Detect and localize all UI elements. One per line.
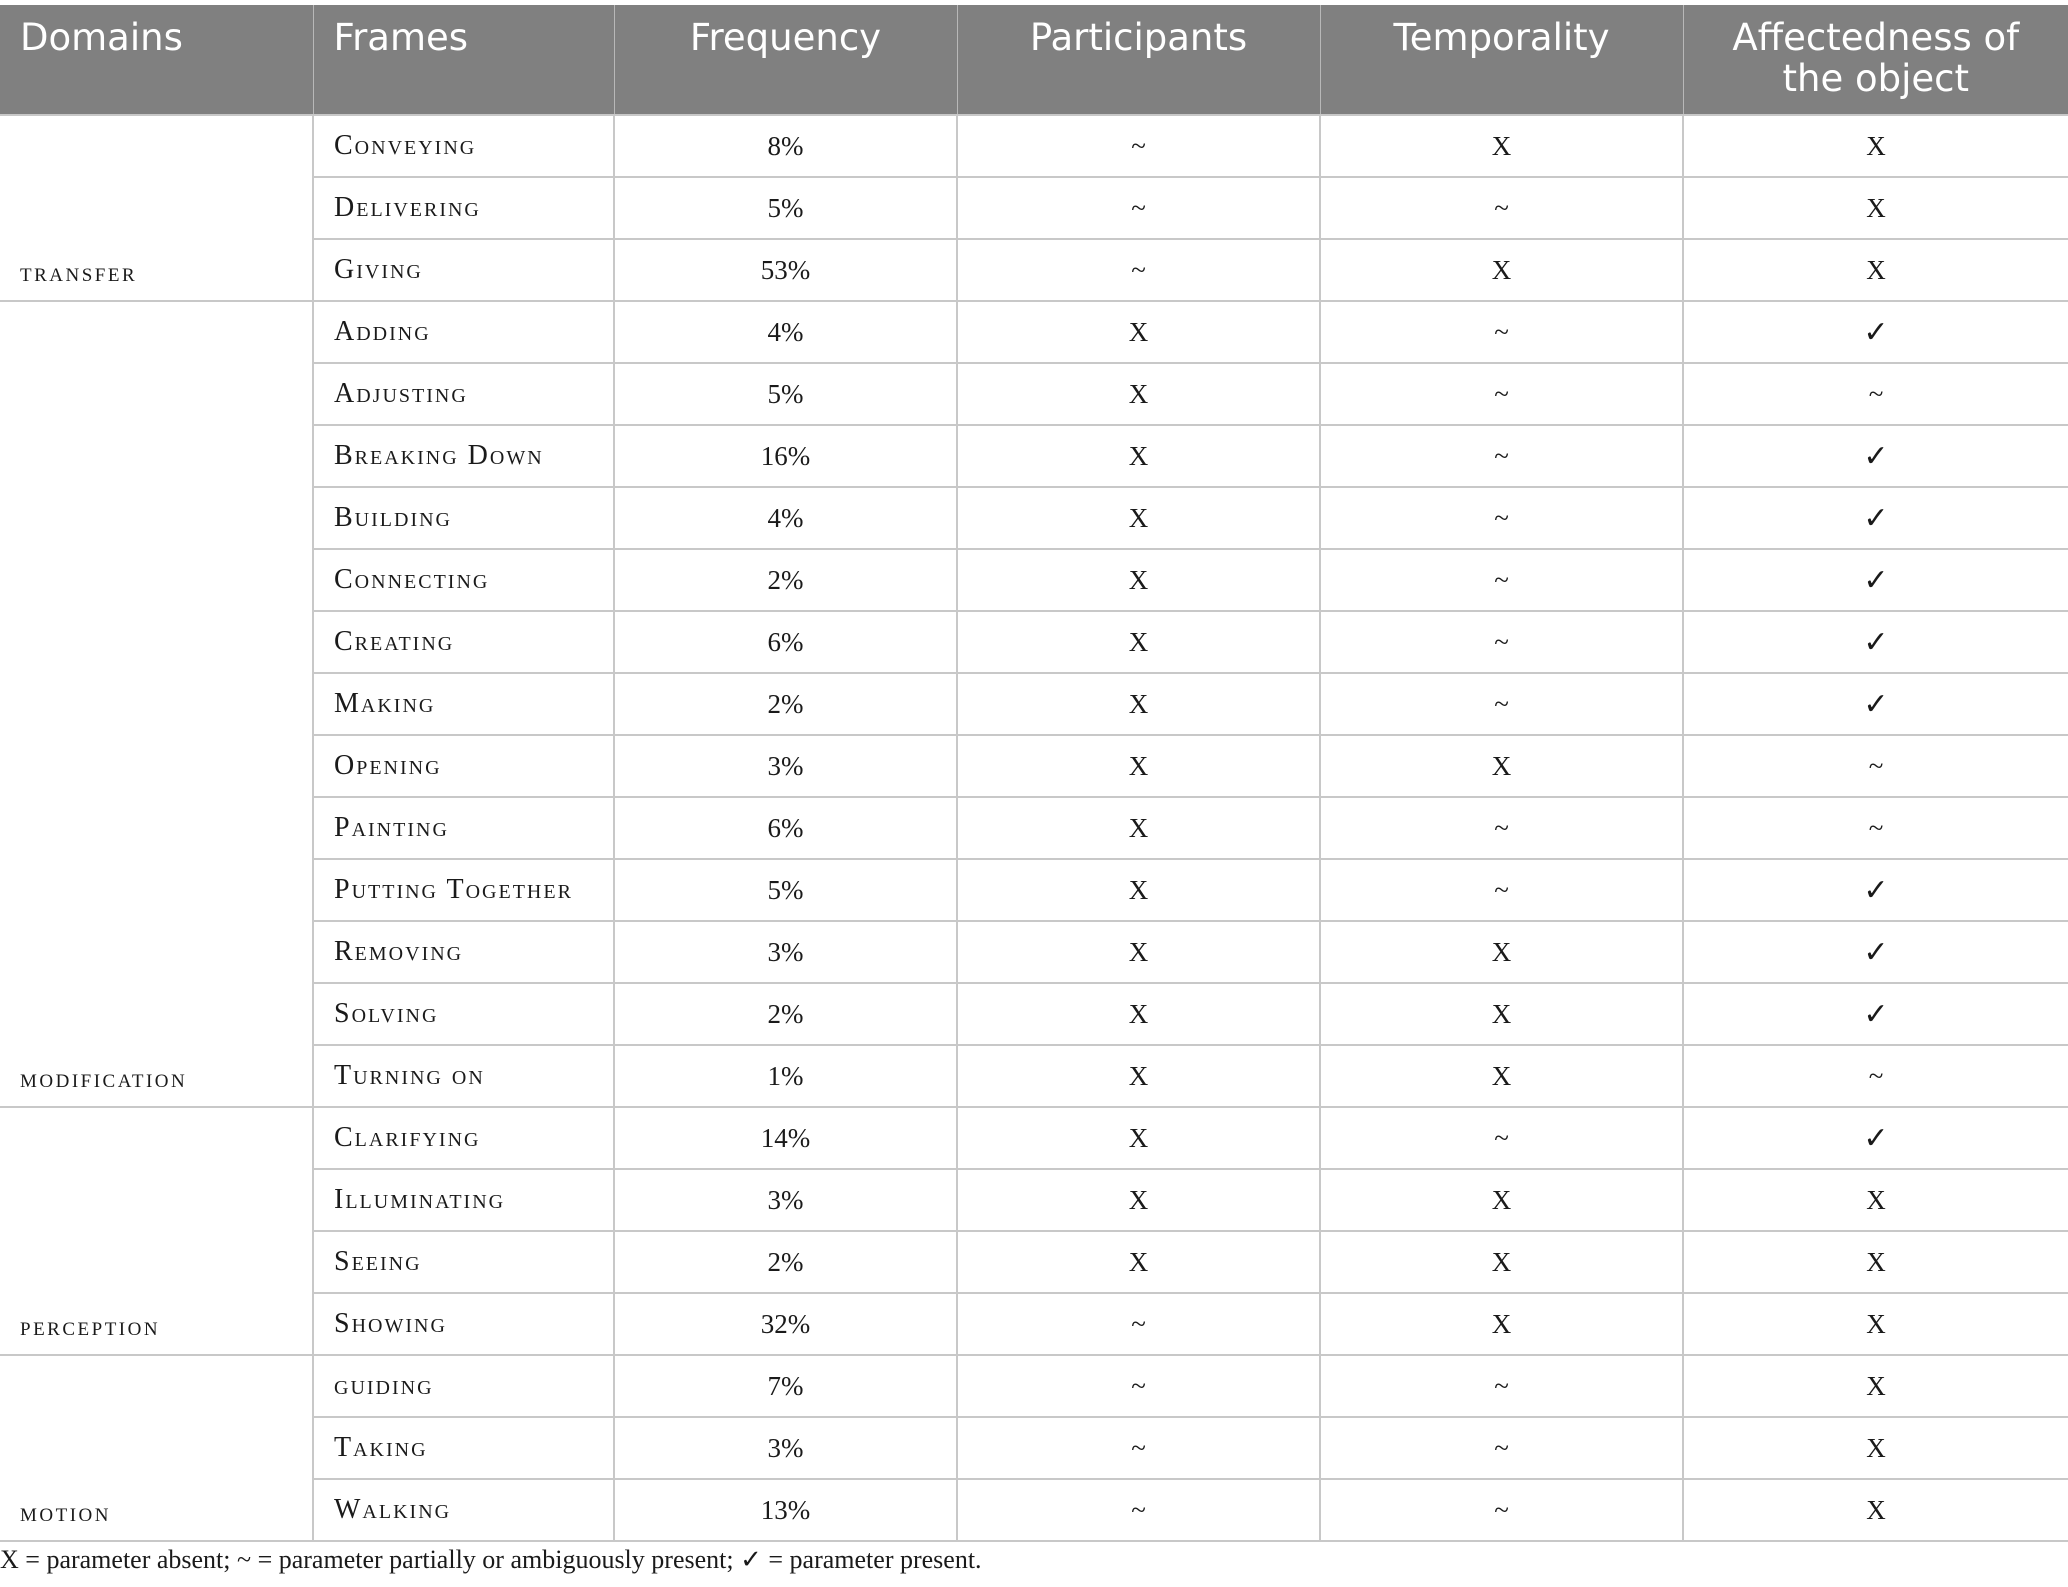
frequency-cell: 2% [614, 1231, 957, 1293]
temporality-cell: ~ [1320, 611, 1683, 673]
participants-cell: X [957, 1107, 1320, 1169]
check-icon: ✓ [740, 1545, 762, 1575]
frame-cell: Turning on [313, 1045, 614, 1107]
frequency-cell: 16% [614, 425, 957, 487]
domain-cell: perception [0, 1107, 313, 1355]
frame-cell: Walking [313, 1479, 614, 1541]
frequency-cell: 2% [614, 983, 957, 1045]
frame-cell: Building [313, 487, 614, 549]
affectedness-cell: X [1683, 1231, 2068, 1293]
affectedness-cell: X [1683, 239, 2068, 301]
frame-cell: Clarifying [313, 1107, 614, 1169]
affectedness-cell: X [1683, 1479, 2068, 1541]
table-body [0, 115, 2068, 1541]
participants-cell: X [957, 921, 1320, 983]
frame-cell: Illuminating [313, 1169, 614, 1231]
temporality-cell: X [1320, 735, 1683, 797]
affectedness-cell: ✓ [1683, 611, 2068, 673]
temporality-cell: ~ [1320, 549, 1683, 611]
temporality-cell: X [1320, 1045, 1683, 1107]
temporality-cell: ~ [1320, 1479, 1683, 1541]
temporality-cell: ~ [1320, 1417, 1683, 1479]
temporality-cell: X [1320, 1231, 1683, 1293]
frequency-cell: 32% [614, 1293, 957, 1355]
frequency-cell: 53% [614, 239, 957, 301]
frame-cell: Solving [313, 983, 614, 1045]
frequency-cell: 14% [614, 1107, 957, 1169]
table-footnote [0, 1545, 982, 1575]
temporality-cell: X [1320, 983, 1683, 1045]
temporality-cell: ~ [1320, 177, 1683, 239]
temporality-cell: ~ [1320, 1107, 1683, 1169]
header-frames: Frames [313, 5, 614, 115]
frequency-cell: 2% [614, 673, 957, 735]
participants-cell: X [957, 1045, 1320, 1107]
domain-cell: transfer [0, 115, 313, 301]
table-header [0, 5, 2068, 115]
temporality-cell: ~ [1320, 363, 1683, 425]
frame-cell: Showing [313, 1293, 614, 1355]
participants-cell: ~ [957, 1293, 1320, 1355]
temporality-cell: X [1320, 115, 1683, 177]
affectedness-cell: X [1683, 1169, 2068, 1231]
frequency-cell: 5% [614, 363, 957, 425]
temporality-cell: ~ [1320, 301, 1683, 363]
frequency-cell: 3% [614, 921, 957, 983]
participants-cell: X [957, 1169, 1320, 1231]
frame-cell: Seeing [313, 1231, 614, 1293]
header-domains: Domains [0, 5, 313, 115]
frame-cell: Adding [313, 301, 614, 363]
participants-cell: ~ [957, 239, 1320, 301]
frame-cell: Connecting [313, 549, 614, 611]
frame-cell: Putting Together [313, 859, 614, 921]
frame-cell: Conveying [313, 115, 614, 177]
temporality-cell: ~ [1320, 859, 1683, 921]
domain-cell: modification [0, 301, 313, 1107]
frequency-cell: 4% [614, 301, 957, 363]
participants-cell: X [957, 487, 1320, 549]
affectedness-cell: ✓ [1683, 487, 2068, 549]
participants-cell: ~ [957, 1479, 1320, 1541]
frame-cell: Opening [313, 735, 614, 797]
frame-cell: Removing [313, 921, 614, 983]
affectedness-cell: ✓ [1683, 859, 2068, 921]
table-row [0, 1355, 2068, 1417]
frame-cell: Painting [313, 797, 614, 859]
affectedness-cell: X [1683, 1293, 2068, 1355]
header-affectedness: Affectedness of the object [1683, 5, 2068, 115]
table-row [0, 301, 2068, 363]
participants-cell: X [957, 363, 1320, 425]
table-row [0, 1107, 2068, 1169]
participants-cell: ~ [957, 115, 1320, 177]
participants-cell: X [957, 859, 1320, 921]
frames-table [0, 5, 2068, 1542]
frequency-cell: 4% [614, 487, 957, 549]
frame-cell: guiding [313, 1355, 614, 1417]
table-row [0, 115, 2068, 177]
frames-table-container [0, 5, 2068, 1542]
participants-cell: X [957, 549, 1320, 611]
frequency-cell: 7% [614, 1355, 957, 1417]
frequency-cell: 3% [614, 735, 957, 797]
affectedness-cell: X [1683, 1355, 2068, 1417]
header-frequency: Frequency [614, 5, 957, 115]
participants-cell: X [957, 301, 1320, 363]
affectedness-cell: ✓ [1683, 425, 2068, 487]
temporality-cell: X [1320, 1293, 1683, 1355]
temporality-cell: X [1320, 921, 1683, 983]
temporality-cell: ~ [1320, 797, 1683, 859]
frame-cell: Adjusting [313, 363, 614, 425]
affectedness-cell: ~ [1683, 735, 2068, 797]
header-row [0, 5, 2068, 115]
affectedness-cell: ~ [1683, 797, 2068, 859]
affectedness-cell: ✓ [1683, 549, 2068, 611]
participants-cell: ~ [957, 177, 1320, 239]
affectedness-cell: ✓ [1683, 673, 2068, 735]
frequency-cell: 8% [614, 115, 957, 177]
participants-cell: X [957, 983, 1320, 1045]
frequency-cell: 13% [614, 1479, 957, 1541]
frequency-cell: 2% [614, 549, 957, 611]
frequency-cell: 1% [614, 1045, 957, 1107]
affectedness-cell: ✓ [1683, 1107, 2068, 1169]
frequency-cell: 3% [614, 1169, 957, 1231]
affectedness-cell: ~ [1683, 1045, 2068, 1107]
participants-cell: X [957, 735, 1320, 797]
frame-cell: Taking [313, 1417, 614, 1479]
header-temporality: Temporality [1320, 5, 1683, 115]
affectedness-cell: X [1683, 177, 2068, 239]
temporality-cell: ~ [1320, 425, 1683, 487]
affectedness-cell: X [1683, 1417, 2068, 1479]
participants-cell: ~ [957, 1417, 1320, 1479]
footnote-text-2: = parameter present. [761, 1545, 982, 1574]
participants-cell: X [957, 673, 1320, 735]
temporality-cell: ~ [1320, 487, 1683, 549]
affectedness-cell: ✓ [1683, 301, 2068, 363]
footnote-text-1: X = parameter absent; ~ = parameter partially or ambiguously present; [0, 1545, 741, 1574]
frequency-cell: 5% [614, 177, 957, 239]
temporality-cell: X [1320, 239, 1683, 301]
affectedness-cell: X [1683, 115, 2068, 177]
frame-cell: Delivering [313, 177, 614, 239]
header-participants: Participants [957, 5, 1320, 115]
frequency-cell: 3% [614, 1417, 957, 1479]
temporality-cell: X [1320, 1169, 1683, 1231]
frame-cell: Breaking Down [313, 425, 614, 487]
frequency-cell: 6% [614, 797, 957, 859]
participants-cell: ~ [957, 1355, 1320, 1417]
frame-cell: Making [313, 673, 614, 735]
participants-cell: X [957, 797, 1320, 859]
frame-cell: Creating [313, 611, 614, 673]
affectedness-cell: ✓ [1683, 983, 2068, 1045]
participants-cell: X [957, 1231, 1320, 1293]
frame-cell: Giving [313, 239, 614, 301]
participants-cell: X [957, 425, 1320, 487]
frequency-cell: 5% [614, 859, 957, 921]
temporality-cell: ~ [1320, 1355, 1683, 1417]
frequency-cell: 6% [614, 611, 957, 673]
affectedness-cell: ✓ [1683, 921, 2068, 983]
participants-cell: X [957, 611, 1320, 673]
affectedness-cell: ~ [1683, 363, 2068, 425]
temporality-cell: ~ [1320, 673, 1683, 735]
domain-cell: motion [0, 1355, 313, 1541]
